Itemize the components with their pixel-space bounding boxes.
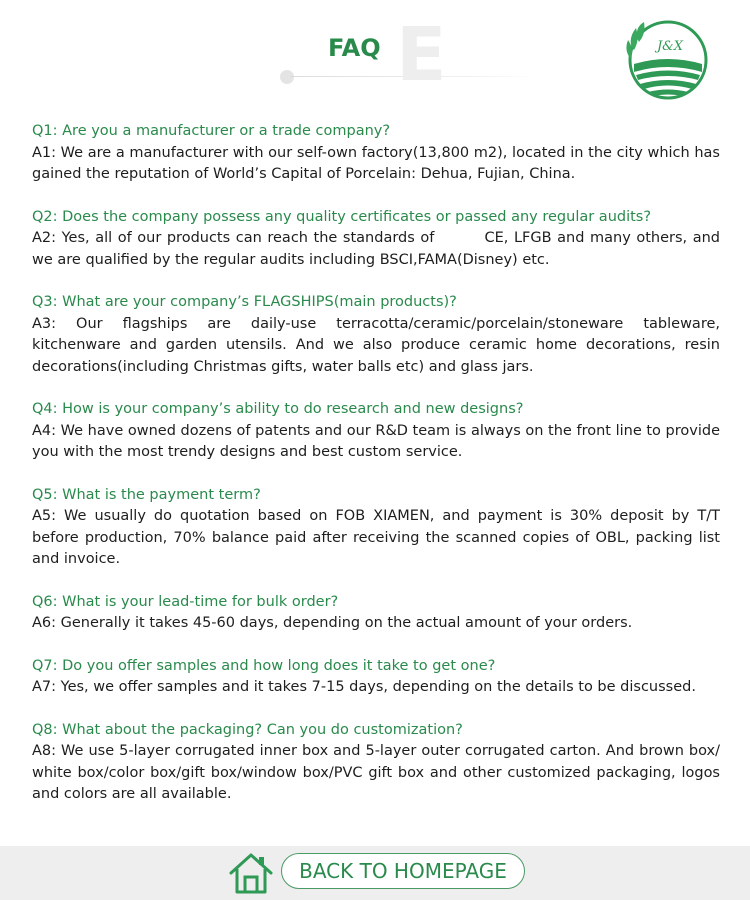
faq-item bbox=[32, 207, 725, 272]
footer-bar bbox=[0, 846, 750, 900]
faq-question: Q6: What is your lead-time for bulk order? bbox=[32, 593, 339, 610]
faq-question: Q8: What about the packaging? Can you do customization? bbox=[32, 721, 463, 738]
faq-question: Q2: Does the company possess any quality certificates or passed any regular audits? bbox=[32, 208, 652, 225]
faq-list bbox=[32, 121, 725, 827]
faq-answer: A5: We usually do quotation based on FOB XIAMEN, and payment is 30% deposit by T/T before production, 70% balance paid after receiving the scanned copies of OBL, packing list and invoice. bbox=[32, 508, 720, 567]
faq-item bbox=[32, 292, 720, 378]
faq-question: Q5: What is the payment term? bbox=[32, 486, 261, 503]
faq-item bbox=[32, 399, 720, 464]
back-to-homepage-button[interactable]: BACK TO HOMEPAGE bbox=[281, 853, 525, 889]
faq-item bbox=[32, 592, 720, 635]
faq-item bbox=[32, 656, 720, 699]
header-watermark-letter: E bbox=[396, 12, 447, 98]
faq-answer: A7: Yes, we offer samples and it takes 7-15 days, depending on the details to be discussed. bbox=[32, 679, 696, 695]
faq-question: Q3: What are your company’s FLAGSHIPS(main products)? bbox=[32, 294, 457, 310]
faq-answer: A2: Yes, all of our products can reach the standards of CE, LFGB and many others, and we are qualified by the regular audits including BSCI,FAMA(Disney) etc. bbox=[32, 230, 725, 268]
faq-answer: A3: Our flagships are daily-use terracotta/ceramic/porcelain/stoneware tableware, kitchenware and garden utensils. And we also produce ceramic home decorations, resin decorations(including Christmas gifts, water balls etc) and glass jars. bbox=[32, 315, 720, 375]
faq-answer: A4: We have owned dozens of patents and our R&D team is always on the front line to provide you with the most trendy designs and best custom service. bbox=[32, 422, 720, 460]
logo-text: J&X bbox=[656, 39, 684, 54]
faq-answer: A1: We are a manufacturer with our self-own factory(13,800 m2), located in the city which has gained the reputation of World’s Capital of Porcelain: Dehua, Fujian, China. bbox=[32, 144, 720, 182]
page-header bbox=[0, 0, 750, 110]
faq-item bbox=[32, 121, 720, 186]
page-title: FAQ bbox=[328, 34, 381, 62]
faq-item bbox=[32, 720, 720, 806]
faq-question: Q7: Do you offer samples and how long does it take to get one? bbox=[32, 657, 496, 674]
faq-answer: A8: We use 5-layer corrugated inner box and 5-layer outer corrugated carton. And brown box/ white box/color box/gift box/window box/PVC gift box and other customized packaging, logos and colors are all available. bbox=[32, 743, 720, 802]
company-logo[interactable] bbox=[626, 18, 710, 102]
decorative-dot bbox=[280, 70, 294, 84]
faq-question: Q1: Are you a manufacturer or a trade company? bbox=[32, 123, 391, 139]
faq-item bbox=[32, 485, 720, 571]
faq-answer: A6: Generally it takes 45-60 days, depending on the actual amount of your orders. bbox=[32, 615, 633, 631]
faq-question: Q4: How is your company’s ability to do research and new designs? bbox=[32, 401, 524, 417]
home-icon[interactable] bbox=[228, 851, 274, 895]
